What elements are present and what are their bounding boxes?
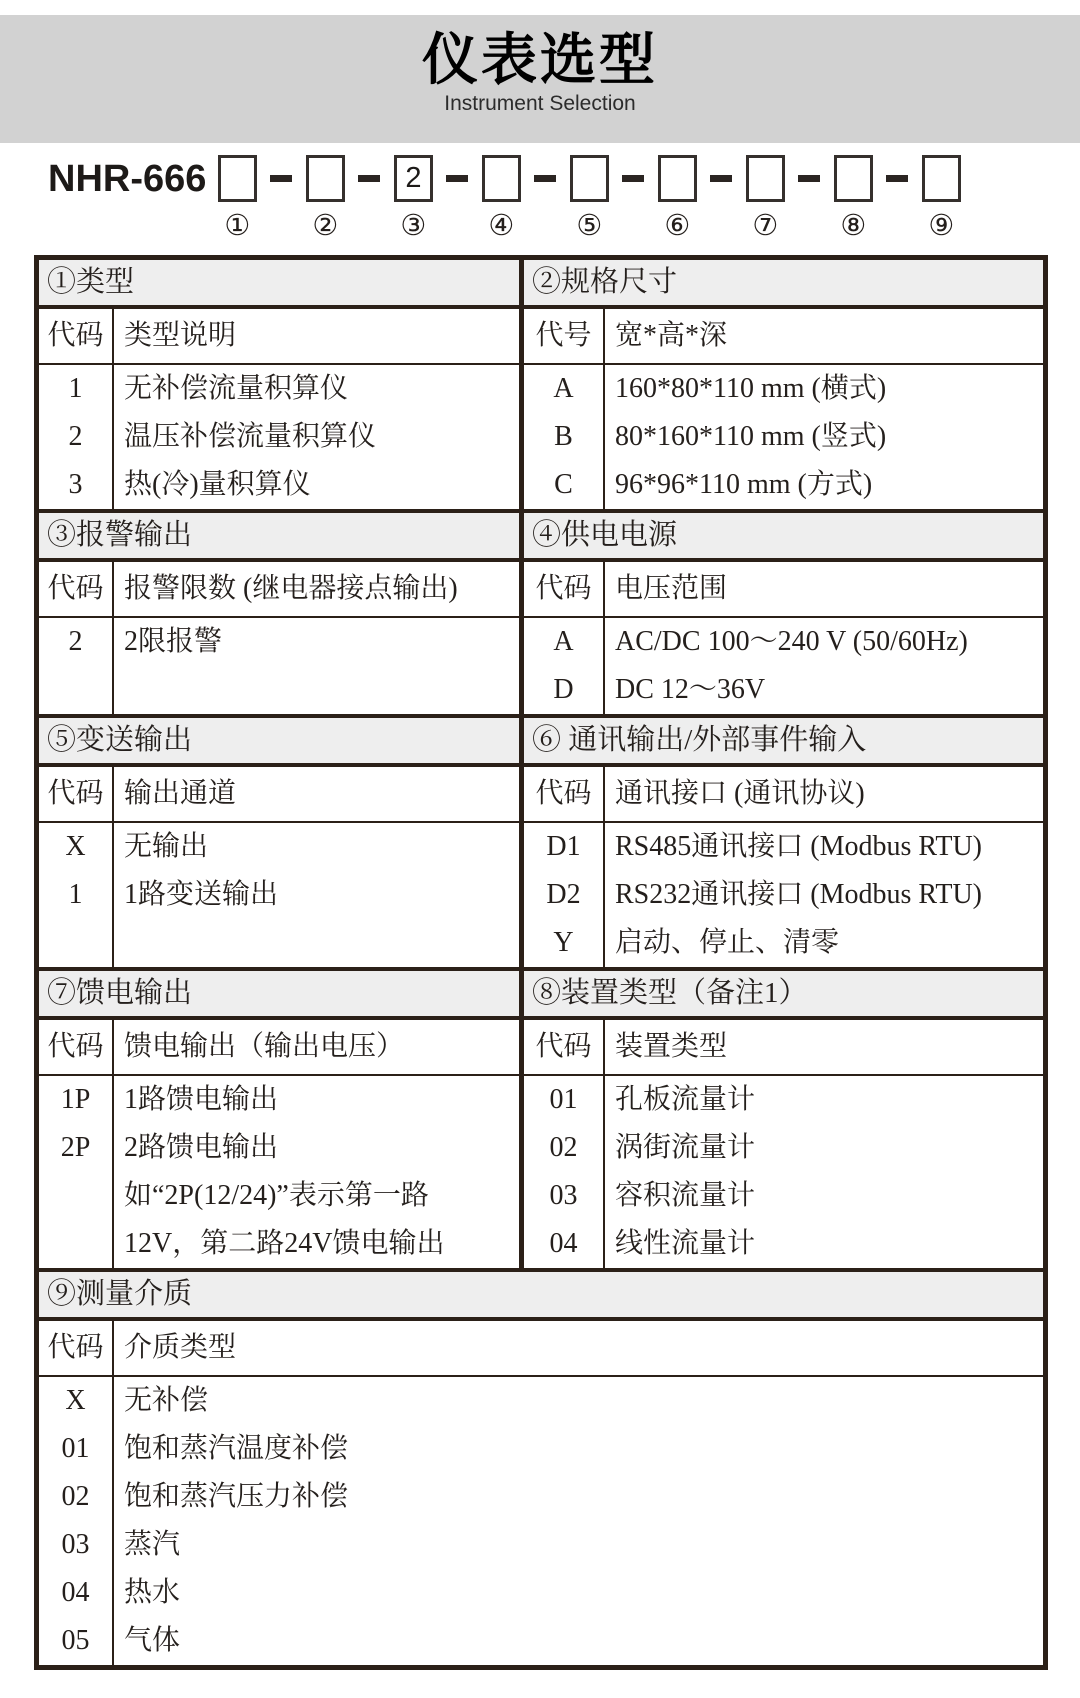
code-cell: 3 <box>39 461 114 509</box>
slot-index-label: ⑦ <box>752 208 779 242</box>
col-header-desc: 介质类型 <box>124 1332 237 1363</box>
code-cell: X <box>39 823 114 871</box>
code-cell: 02 <box>524 1124 605 1172</box>
table-row <box>39 1569 1043 1617</box>
section-title: ⑥ 通讯输出/外部事件输入 <box>524 718 1043 767</box>
desc-cell: 80*160*110 mm (竖式) <box>615 421 887 452</box>
section-title: ④供电电源 <box>524 513 1043 562</box>
desc-cell: 气体 <box>124 1625 181 1656</box>
table-row <box>39 365 519 413</box>
code-cell: 2P <box>39 1124 114 1172</box>
table-row <box>39 1124 519 1172</box>
model-slots <box>216 155 962 241</box>
column-header-row <box>39 1020 519 1076</box>
desc-cell: 孔板流量计 <box>615 1084 756 1115</box>
desc-cell: 饱和蒸汽压力补偿 <box>124 1481 349 1512</box>
col-header-desc: 类型说明 <box>124 320 237 351</box>
table-row <box>524 1124 1043 1172</box>
section-pair-7-8 <box>39 967 1043 1268</box>
model-slot-3 <box>392 155 434 241</box>
code-cell: C <box>524 461 605 509</box>
column-header-row <box>39 1321 1043 1377</box>
section-body <box>524 309 1043 509</box>
model-slot-box <box>306 155 345 202</box>
selection-table <box>34 255 1048 1670</box>
page-subtitle: Instrument Selection <box>444 92 636 115</box>
section-title: ⑤变送输出 <box>39 718 519 767</box>
desc-cell: 1路馈电输出 <box>124 1084 279 1115</box>
desc-cell: 线性流量计 <box>615 1228 756 1259</box>
model-slot-box <box>570 155 609 202</box>
table-row <box>524 871 1043 919</box>
page-header <box>0 15 1080 143</box>
code-cell: 1 <box>39 365 114 413</box>
dash-separator <box>710 175 732 182</box>
table-row <box>39 1425 1043 1473</box>
section-title: ⑧装置类型（备注1） <box>524 971 1043 1020</box>
desc-cell: 涡街流量计 <box>615 1132 756 1163</box>
model-slot-9 <box>920 155 962 241</box>
section-body <box>524 767 1043 967</box>
code-cell: 2 <box>39 413 114 461</box>
code-cell: B <box>524 413 605 461</box>
section-alarm-output <box>39 513 524 714</box>
desc-cell: 启动、停止、清零 <box>615 927 840 958</box>
desc-cell: RS232通讯接口 (Modbus RTU) <box>615 879 983 910</box>
model-slot-1 <box>216 155 258 241</box>
col-header-code: 代码 <box>39 767 114 821</box>
desc-cell: 160*80*110 mm (横式) <box>615 373 887 404</box>
section-pair-5-6 <box>39 714 1043 967</box>
col-header-desc: 装置类型 <box>615 1031 728 1062</box>
model-code-diagram <box>48 155 1080 247</box>
desc-cell: 96*96*110 mm (方式) <box>615 469 873 500</box>
col-header-code: 代码 <box>39 309 114 363</box>
dash-separator <box>886 175 908 182</box>
section-body <box>39 562 519 714</box>
table-row <box>39 1521 1043 1569</box>
section-title: ①类型 <box>39 260 519 309</box>
slot-index-label: ⑧ <box>840 208 867 242</box>
table-row <box>524 1172 1043 1220</box>
code-cell: 01 <box>39 1425 114 1473</box>
table-row <box>524 1076 1043 1124</box>
code-cell: A <box>524 618 605 666</box>
section-transmit-output <box>39 718 524 967</box>
model-slot-8 <box>832 155 874 241</box>
code-cell: D1 <box>524 823 605 871</box>
desc-cell: 如“2P(12/24)”表示第一路 <box>124 1180 429 1211</box>
model-slot-box <box>834 155 873 202</box>
table-row <box>39 823 519 871</box>
table-row <box>524 413 1043 461</box>
code-cell: 1 <box>39 871 114 919</box>
col-header-desc: 馈电输出（输出电压） <box>124 1031 405 1062</box>
page-title: 仪表选型 <box>422 28 658 91</box>
desc-cell: 12V，第二路24V馈电输出 <box>124 1228 445 1259</box>
table-row <box>39 618 519 666</box>
model-slot-2 <box>304 155 346 241</box>
col-header-desc: 报警限数 (继电器接点输出) <box>124 573 458 604</box>
table-row <box>524 823 1043 871</box>
col-header-code: 代码 <box>39 562 114 616</box>
section-pair-1-2 <box>39 260 1043 509</box>
column-header-row <box>39 309 519 365</box>
model-slot-4 <box>480 155 522 241</box>
code-cell: 03 <box>39 1521 114 1569</box>
code-cell: 01 <box>524 1076 605 1124</box>
column-header-row <box>524 309 1043 365</box>
col-header-code: 代码 <box>39 1020 114 1074</box>
col-header-code: 代号 <box>524 309 605 363</box>
section-communication <box>524 718 1043 967</box>
col-header-code: 代码 <box>39 1321 114 1375</box>
table-row <box>524 618 1043 666</box>
code-cell: 05 <box>39 1617 114 1665</box>
table-row <box>524 666 1043 714</box>
code-cell: D2 <box>524 871 605 919</box>
desc-cell: 无补偿流量积算仪 <box>124 373 349 404</box>
table-row <box>39 1377 1043 1425</box>
page <box>0 15 1080 1698</box>
model-slot-box <box>658 155 697 202</box>
model-slot-5 <box>568 155 610 241</box>
col-header-code: 代码 <box>524 767 605 821</box>
section-body <box>39 309 519 509</box>
section-size <box>524 260 1043 509</box>
section-title: ③报警输出 <box>39 513 519 562</box>
code-cell: 1P <box>39 1076 114 1124</box>
dash-separator <box>446 175 468 182</box>
code-cell: A <box>524 365 605 413</box>
desc-cell: 容积流量计 <box>615 1180 756 1211</box>
slot-index-label: ⑤ <box>576 208 603 242</box>
desc-cell: 无补偿 <box>124 1385 209 1416</box>
model-slot-6 <box>656 155 698 241</box>
table-row <box>39 1220 519 1268</box>
code-cell: X <box>39 1377 114 1425</box>
desc-cell: 2路馈电输出 <box>124 1132 279 1163</box>
desc-cell: 温压补偿流量积算仪 <box>124 421 377 452</box>
model-slot-box <box>746 155 785 202</box>
section-body <box>39 1321 1043 1665</box>
code-cell: 04 <box>39 1569 114 1617</box>
model-slot-box <box>218 155 257 202</box>
desc-cell: 热水 <box>124 1577 181 1608</box>
dash-separator <box>798 175 820 182</box>
section-body <box>39 767 519 967</box>
col-header-code: 代码 <box>524 1020 605 1074</box>
code-cell: 2 <box>39 618 114 666</box>
dash-separator <box>270 175 292 182</box>
section-body <box>524 562 1043 714</box>
code-cell: 04 <box>524 1220 605 1268</box>
table-row <box>39 1172 519 1220</box>
col-header-desc: 电压范围 <box>615 573 728 604</box>
column-header-row <box>39 562 519 618</box>
section-body <box>39 1020 519 1268</box>
table-row <box>39 1076 519 1124</box>
table-row <box>39 871 519 919</box>
dash-separator <box>622 175 644 182</box>
code-cell <box>39 1172 114 1220</box>
table-row <box>39 1617 1043 1665</box>
model-slot-box: 2 <box>394 155 433 202</box>
filler-row <box>39 666 519 714</box>
section-measure-medium <box>39 1272 1043 1665</box>
table-row <box>524 919 1043 967</box>
code-cell: D <box>524 666 605 714</box>
model-slot-box <box>922 155 961 202</box>
section-feed-output <box>39 971 524 1268</box>
model-prefix: NHR-666 <box>48 158 207 200</box>
section-body <box>524 1020 1043 1268</box>
model-slot-box <box>482 155 521 202</box>
code-cell: Y <box>524 919 605 967</box>
dash-separator <box>534 175 556 182</box>
filler-row <box>39 919 519 967</box>
slot-index-label: ③ <box>400 208 427 242</box>
column-header-row <box>524 562 1043 618</box>
column-header-row <box>524 767 1043 823</box>
slot-index-label: ④ <box>488 208 515 242</box>
desc-cell: AC/DC 100～240 V (50/60Hz) <box>615 626 968 657</box>
table-row <box>524 461 1043 509</box>
col-header-code: 代码 <box>524 562 605 616</box>
dash-separator <box>358 175 380 182</box>
desc-cell: 蒸汽 <box>124 1529 181 1560</box>
desc-cell: 2限报警 <box>124 626 223 657</box>
slot-index-label: ① <box>224 208 251 242</box>
code-cell: 02 <box>39 1473 114 1521</box>
desc-cell: RS485通讯接口 (Modbus RTU) <box>615 831 983 862</box>
column-header-row <box>524 1020 1043 1076</box>
table-row <box>39 1473 1043 1521</box>
slot-index-label: ⑨ <box>928 208 955 242</box>
desc-cell: 1路变送输出 <box>124 879 279 910</box>
section-title: ②规格尺寸 <box>524 260 1043 309</box>
col-header-desc: 通讯接口 (通讯协议) <box>615 778 865 809</box>
slot-index-label: ② <box>312 208 339 242</box>
slot-index-label: ⑥ <box>664 208 691 242</box>
section-type <box>39 260 524 509</box>
section-title: ⑨测量介质 <box>39 1272 1043 1321</box>
section-pair-9 <box>39 1268 1043 1665</box>
table-row <box>39 413 519 461</box>
code-cell: 03 <box>524 1172 605 1220</box>
table-row <box>524 365 1043 413</box>
column-header-row <box>39 767 519 823</box>
desc-cell: 无输出 <box>124 831 209 862</box>
model-slot-7 <box>744 155 786 241</box>
desc-cell: 饱和蒸汽温度补偿 <box>124 1433 349 1464</box>
section-pair-3-4 <box>39 509 1043 714</box>
col-header-desc: 宽*高*深 <box>615 320 728 351</box>
table-row <box>39 461 519 509</box>
section-power-supply <box>524 513 1043 714</box>
section-title: ⑦馈电输出 <box>39 971 519 1020</box>
col-header-desc: 输出通道 <box>124 778 237 809</box>
section-device-type <box>524 971 1043 1268</box>
table-row <box>524 1220 1043 1268</box>
desc-cell: DC 12～36V <box>615 674 766 705</box>
desc-cell: 热(冷)量积算仪 <box>124 469 311 500</box>
code-cell <box>39 1220 114 1268</box>
